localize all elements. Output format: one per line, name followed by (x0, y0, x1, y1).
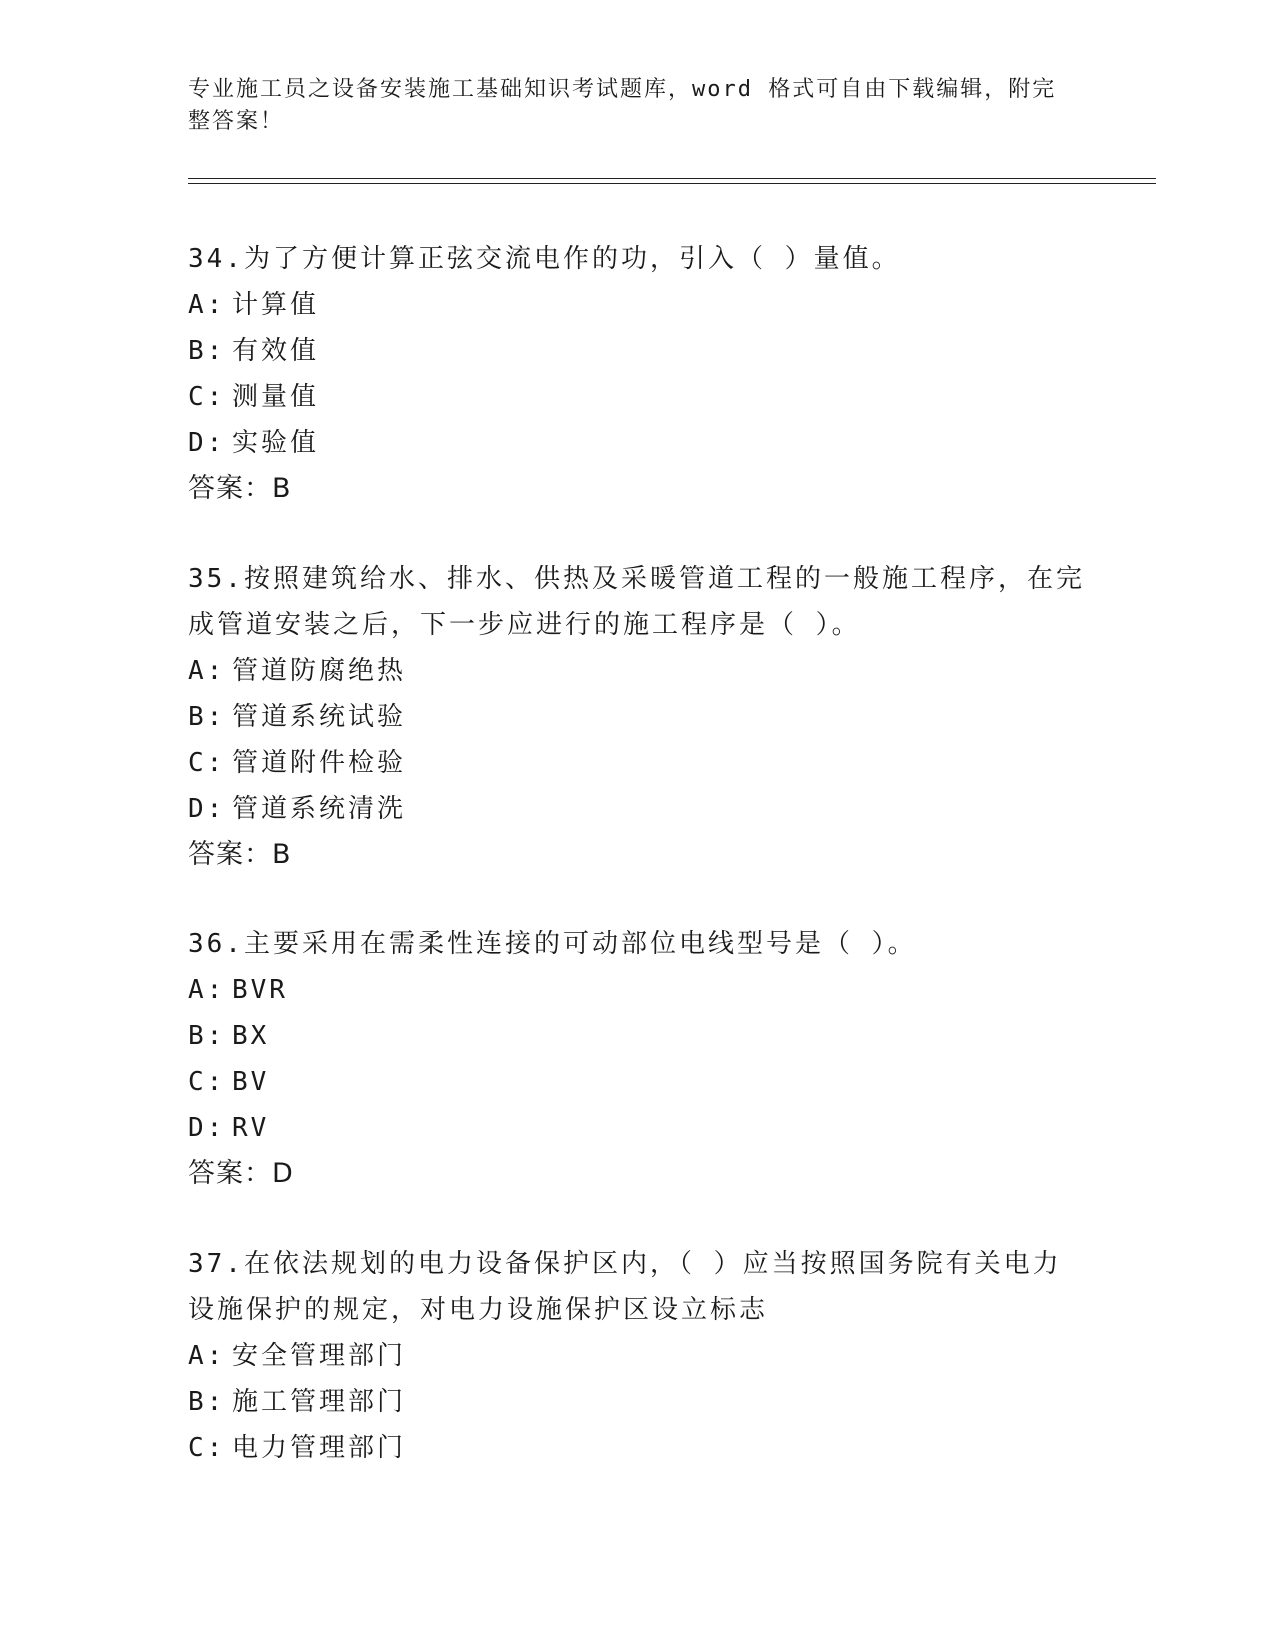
option-c (188, 1059, 1088, 1105)
option-letter: C: (188, 1067, 226, 1097)
option-text: BX (232, 1021, 270, 1051)
document-header (188, 74, 1068, 138)
option-a (188, 1333, 1088, 1379)
question-stem: 36.主要采用在需柔性连接的可动部位电线型号是（ ）。 (188, 929, 917, 959)
option-letter: D: (188, 1113, 226, 1143)
option-a (188, 282, 1088, 328)
question-stem-line-1: 37.在依法规划的电力设备保护区内，（ ）应当按照国务院有关电力 (188, 1249, 1062, 1279)
header-line-1: 专业施工员之设备安装施工基础知识考试题库，word 格式可自由下载编辑，附完 (188, 77, 1057, 102)
option-d (188, 420, 1088, 466)
option-text: 电力管理部门 (232, 1433, 407, 1463)
answer: 答案：B (188, 473, 292, 504)
option-text: 管道系统清洗 (232, 794, 407, 824)
option-letter: B: (188, 702, 226, 732)
option-letter: D: (188, 794, 226, 824)
question-35 (188, 556, 1088, 878)
option-c (188, 1425, 1088, 1471)
option-text: BVR (232, 975, 288, 1005)
option-text: 实验值 (232, 428, 320, 458)
option-d (188, 786, 1088, 832)
option-text: 测量值 (232, 382, 320, 412)
option-d (188, 1105, 1088, 1151)
option-text: 管道附件检验 (232, 748, 407, 778)
option-text: BV (232, 1067, 270, 1097)
answer: 答案：D (188, 1158, 294, 1189)
option-letter: A: (188, 290, 226, 320)
question-stem-line-2: 成管道安装之后，下一步应进行的施工程序是（ ）。 (188, 610, 861, 640)
option-letter: B: (188, 336, 226, 366)
option-letter: B: (188, 1021, 226, 1051)
option-b (188, 1379, 1088, 1425)
option-a (188, 648, 1088, 694)
option-text: 计算值 (232, 290, 320, 320)
question-37 (188, 1241, 1088, 1471)
option-text: 施工管理部门 (232, 1387, 407, 1417)
option-b (188, 328, 1088, 374)
question-stem-line-1: 35.按照建筑给水、排水、供热及采暖管道工程的一般施工程序，在完 (188, 564, 1085, 594)
option-letter: A: (188, 975, 226, 1005)
option-letter: A: (188, 1341, 226, 1371)
option-c (188, 374, 1088, 420)
option-a (188, 967, 1088, 1013)
option-letter: D: (188, 428, 226, 458)
answer: 答案：B (188, 839, 292, 870)
question-stem: 34.为了方便计算正弦交流电作的功，引入（ ）量值。 (188, 244, 901, 274)
option-letter: C: (188, 748, 226, 778)
question-36 (188, 921, 1088, 1197)
header-divider-top (188, 178, 1156, 179)
option-text: 有效值 (232, 336, 320, 366)
option-letter: B: (188, 1387, 226, 1417)
option-letter: C: (188, 1433, 226, 1463)
question-34 (188, 236, 1088, 512)
option-text: 管道系统试验 (232, 702, 407, 732)
option-letter: C: (188, 382, 226, 412)
header-line-2: 整答案！ (188, 109, 285, 134)
question-stem-line-2: 设施保护的规定，对电力设施保护区设立标志 (188, 1295, 769, 1325)
option-letter: A: (188, 656, 226, 686)
option-text: 安全管理部门 (232, 1341, 407, 1371)
option-text: 管道防腐绝热 (232, 656, 407, 686)
header-divider-bottom (188, 183, 1156, 184)
option-b (188, 694, 1088, 740)
option-c (188, 740, 1088, 786)
option-b (188, 1013, 1088, 1059)
option-text: RV (232, 1113, 270, 1143)
